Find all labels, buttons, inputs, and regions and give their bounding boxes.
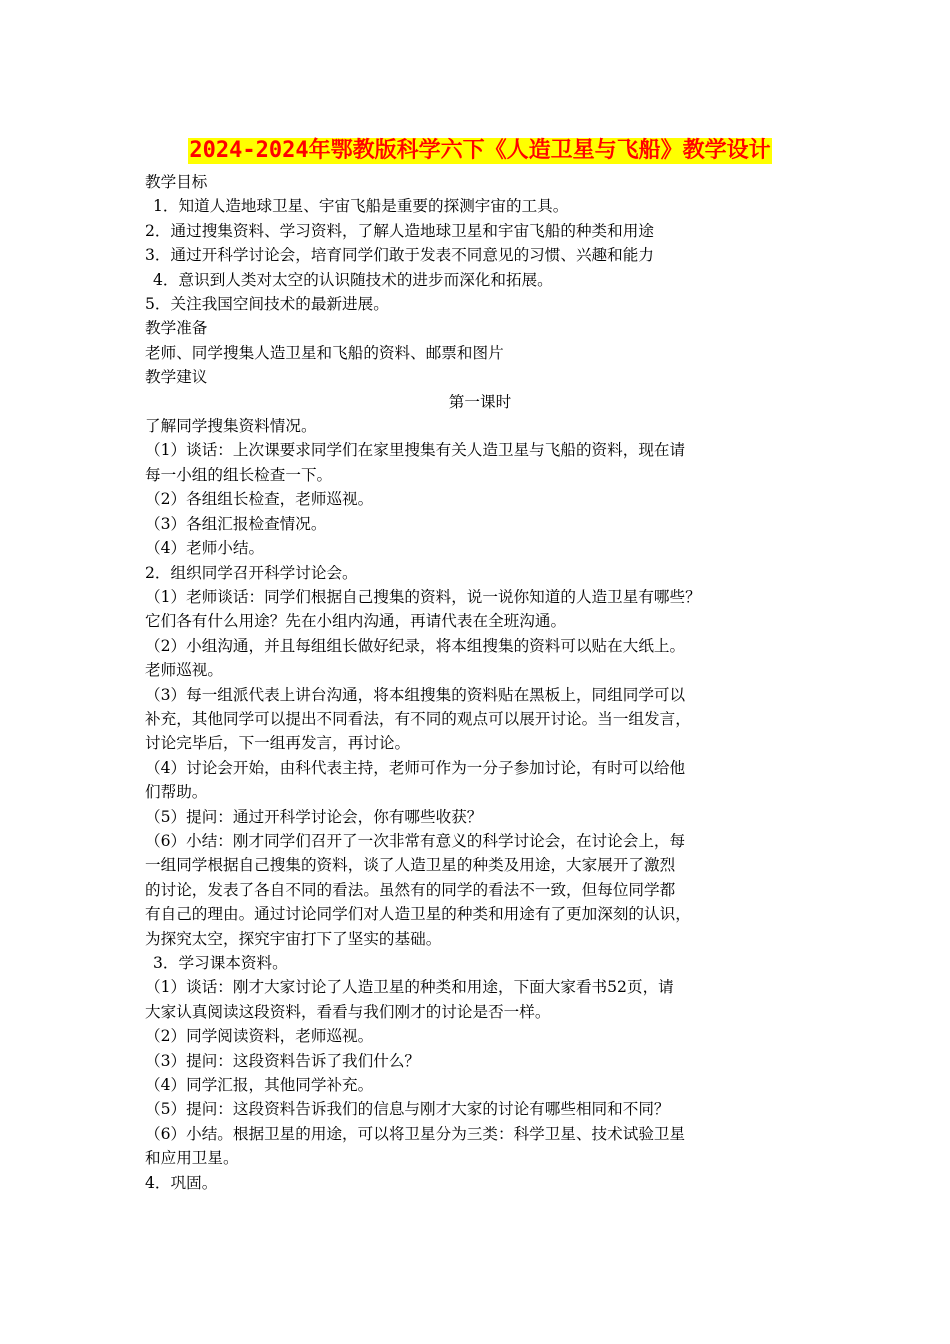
text-line: （5）提问：通过开科学讨论会，你有哪些收获？	[145, 807, 483, 826]
document-page	[145, 138, 815, 1195]
text-line: 3．通过开科学讨论会，培育同学们敢于发表不同意见的习惯、兴趣和能力	[145, 246, 654, 265]
text-line: 每一小组的组长检查一下。	[145, 465, 333, 484]
text-line: （6）小结。根据卫星的用途，可以将卫星分为三类：科学卫星、技术试验卫星	[145, 1124, 686, 1143]
text-line: 它们各有什么用途？先在小组内沟通，再请代表在全班沟通。	[145, 612, 567, 631]
text-line: （2）小组沟通，并且每组组长做好纪录，将本组搜集的资料可以贴在大纸上。	[145, 636, 686, 655]
text-line: 大家认真阅读这段资料，看看与我们刚才的讨论是否一样。	[145, 1002, 551, 1021]
text-line: （1）谈话：上次课要求同学们在家里搜集有关人造卫星与飞船的资料，现在请	[145, 441, 686, 460]
text-line: 教学建议	[145, 368, 208, 387]
text-line: 了解同学搜集资料情况。	[145, 417, 317, 436]
text-line: 有自己的理由。通过讨论同学们对人造卫星的种类和用途有了更加深刻的认识，	[145, 905, 691, 924]
text-line: （2）同学阅读资料，老师巡视。	[145, 1027, 374, 1046]
text-line: （4）讨论会开始，由科代表主持，老师可作为一分子参加讨论，有时可以给他	[145, 758, 686, 777]
document-title: 2024-2024年鄂教版科学六下《人造卫星与飞船》教学设计	[189, 138, 771, 163]
text-line: 为探究太空，探究宇宙打下了坚实的基础。	[145, 929, 442, 948]
text-line: 2．通过搜集资料、学习资料，了解人造地球卫星和宇宙飞船的种类和用途	[145, 221, 654, 240]
text-line: （6）小结：刚才同学们召开了一次非常有意义的科学讨论会，在讨论会上，每	[145, 831, 686, 850]
text-line: （2）各组组长检查，老师巡视。	[145, 490, 374, 509]
text-line: （1）谈话：刚才大家讨论了人造卫星的种类和用途，下面大家看书52页，请	[145, 978, 674, 997]
text-line: 老师巡视。	[145, 661, 223, 680]
text-line: 1．知道人造地球卫星、宇宙飞船是重要的探测宇宙的工具。	[153, 197, 569, 216]
text-line: 第一课时	[448, 392, 512, 411]
text-line: 教学目标	[145, 173, 208, 191]
text-line: 2．组织同学召开科学讨论会。	[145, 563, 358, 582]
text-line: （4）同学汇报，其他同学补充。	[145, 1076, 374, 1095]
text-line: （3）各组汇报检查情况。	[145, 514, 327, 533]
text-line: （3）提问：这段资料告诉了我们什么？	[145, 1051, 421, 1070]
text-line: （1）老师谈话：同学们根据自己搜集的资料，说一说你知道的人造卫星有哪些？	[145, 587, 701, 606]
text-line: 老师、同学搜集人造卫星和飞船的资料、邮票和图片	[145, 343, 504, 362]
text-line: 补充，其他同学可以提出不同看法，有不同的观点可以展开讨论。当一组发言，	[145, 709, 691, 728]
text-line: 的讨论，发表了各自不同的看法。虽然有的同学的看法不一致，但每位同学都	[145, 880, 676, 899]
text-line: 一组同学根据自己搜集的资料，谈了人造卫星的种类及用途，大家展开了激烈	[145, 856, 676, 875]
text-line: （4）老师小结。	[145, 539, 265, 558]
title-block	[145, 138, 815, 164]
text-line: 4．意识到人类对太空的认识随技术的进步而深化和拓展。	[153, 270, 553, 289]
text-line: 教学准备	[145, 319, 208, 338]
text-line: 和应用卫星。	[145, 1149, 239, 1168]
document-body	[145, 170, 815, 1195]
text-line: 讨论完毕后，下一组再发言，再讨论。	[145, 734, 411, 753]
text-line: （3）每一组派代表上讲台沟通，将本组搜集的资料贴在黑板上，同组同学可以	[145, 685, 686, 704]
text-line: 3．学习课本资料。	[153, 954, 288, 972]
text-line: （5）提问：这段资料告诉我们的信息与刚才大家的讨论有哪些相同和不同？	[145, 1100, 670, 1119]
text-line: 4．巩固。	[145, 1173, 218, 1192]
text-line: 们帮助。	[145, 783, 208, 802]
text-line: 5．关注我国空间技术的最新进展。	[145, 295, 389, 314]
